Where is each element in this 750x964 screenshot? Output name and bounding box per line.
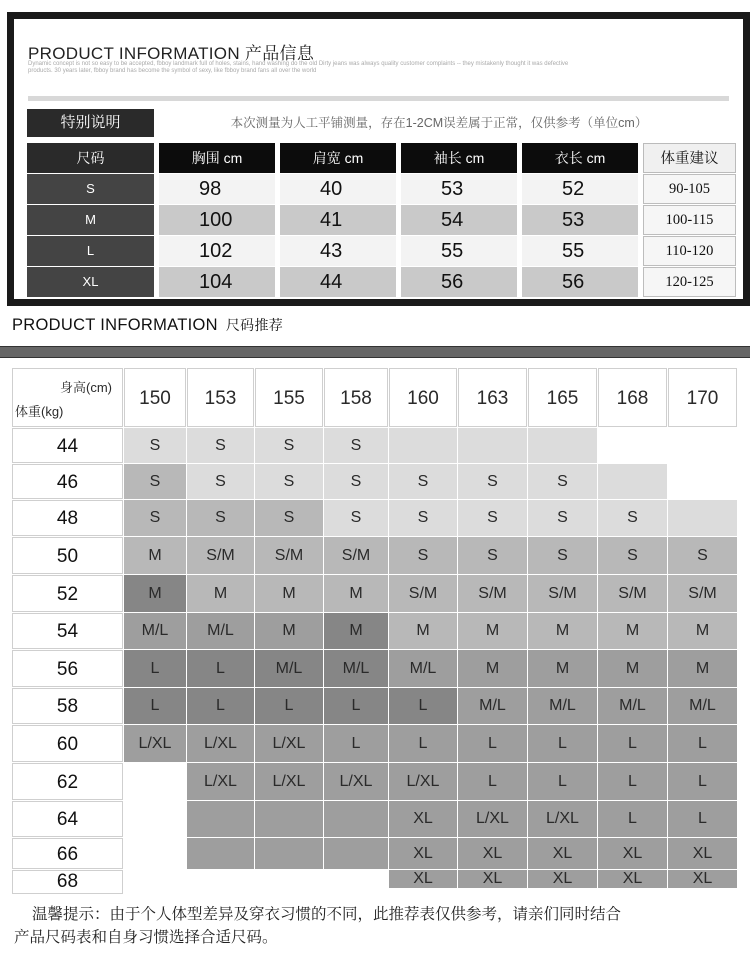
size-cell: M/L <box>255 650 323 687</box>
special-note-text: 本次测量为人工平铺测量，存在1-2CM误差属于正常，仅供参考（单位cm） <box>230 116 648 130</box>
size-cell <box>124 763 186 800</box>
size-cell: S <box>528 464 597 499</box>
size-cell: S <box>255 428 323 463</box>
weight-header: 60 <box>12 725 123 762</box>
size-cell <box>668 464 737 499</box>
size-cell: L <box>389 725 457 762</box>
weight-value: 110-120 <box>643 236 736 266</box>
length-value: 55 <box>522 236 638 266</box>
size-cell: S/M <box>458 575 527 612</box>
size-cell <box>187 838 254 869</box>
size-cell: M <box>528 613 597 649</box>
size-cell: L <box>187 650 254 687</box>
length-value: 56 <box>522 267 638 297</box>
size-cell: XL <box>458 838 527 869</box>
sleeve-value: 55 <box>401 236 517 266</box>
size-cell: M <box>324 575 388 612</box>
size-cell: S <box>324 464 388 499</box>
weight-header: 62 <box>12 763 123 800</box>
size-cell: M <box>598 613 667 649</box>
size-cell: L/XL <box>528 801 597 837</box>
weight-header: 52 <box>12 575 123 612</box>
product-info-title: PRODUCT INFORMATION 产品信息 <box>28 44 315 63</box>
size-cell <box>255 801 323 837</box>
size-cell: M/L <box>458 688 527 724</box>
size-cell: S <box>389 500 457 536</box>
size-cell: XL <box>668 870 737 888</box>
size-cell: L <box>458 763 527 800</box>
size-cell: L/XL <box>389 763 457 800</box>
size-cell: L <box>528 763 597 800</box>
size-cell: S <box>255 464 323 499</box>
size-label: L <box>27 236 154 266</box>
size-cell <box>458 428 527 463</box>
header-shoulder: 肩宽 cm <box>280 143 396 173</box>
size-cell: L <box>668 801 737 837</box>
size-cell: S/M <box>389 575 457 612</box>
size-cell <box>255 838 323 869</box>
size-cell <box>598 428 667 463</box>
size-cell: S/M <box>187 537 254 574</box>
product-info-panel <box>7 12 750 306</box>
size-cell: M/L <box>324 650 388 687</box>
sleeve-value: 56 <box>401 267 517 297</box>
weight-header: 66 <box>12 838 123 869</box>
chest-value: 104 <box>159 267 275 297</box>
height-header: 165 <box>528 368 597 427</box>
size-cell: S <box>458 537 527 574</box>
size-cell: M <box>668 613 737 649</box>
size-cell: L/XL <box>187 725 254 762</box>
size-cell: XL <box>528 838 597 869</box>
size-cell <box>324 838 388 869</box>
height-header: 153 <box>187 368 254 427</box>
shoulder-value: 41 <box>280 205 396 235</box>
size-cell <box>389 428 457 463</box>
header-chest: 胸围 cm <box>159 143 275 173</box>
height-header: 158 <box>324 368 388 427</box>
size-cell: XL <box>389 801 457 837</box>
weight-value: 100-115 <box>643 205 736 235</box>
size-cell: S <box>668 537 737 574</box>
header-sleeve: 袖长 cm <box>401 143 517 173</box>
size-cell: S/M <box>598 575 667 612</box>
size-label: XL <box>27 267 154 297</box>
shoulder-value: 40 <box>280 174 396 204</box>
header-size: 尺码 <box>27 143 154 173</box>
weight-header: 48 <box>12 500 123 536</box>
heading-en: PRODUCT INFORMATION <box>12 316 218 334</box>
size-cell: L <box>528 725 597 762</box>
weight-header: 64 <box>12 801 123 837</box>
weight-header: 68 <box>12 870 123 894</box>
size-cell: M <box>668 650 737 687</box>
size-cell: M/L <box>528 688 597 724</box>
weight-header: 58 <box>12 688 123 724</box>
size-cell: L <box>124 650 186 687</box>
size-cell: L <box>458 725 527 762</box>
size-cell: L <box>598 763 667 800</box>
chest-value: 98 <box>159 174 275 204</box>
size-cell: M <box>255 613 323 649</box>
size-cell: S <box>528 537 597 574</box>
size-cell: L <box>389 688 457 724</box>
size-cell: S/M <box>668 575 737 612</box>
size-cell: S <box>389 464 457 499</box>
size-recommend-heading <box>12 315 283 335</box>
size-cell <box>187 801 254 837</box>
length-value: 53 <box>522 205 638 235</box>
size-cell: S <box>187 464 254 499</box>
product-info-blurb: Dynamic concept is not so easy to be accepted, fbboy landmark full of holes, stains, hand washing do the old Dirty jeans was always quality customer complaints -- they mistakenly thought it was defective products. 30 years later, fbboy brand has become the symbol of sexy, like fbboy brand fans all over the world <box>28 61 569 74</box>
height-header: 168 <box>598 368 667 427</box>
special-note-label: 特别说明 <box>27 109 154 137</box>
size-cell: M <box>389 613 457 649</box>
divider <box>28 96 729 101</box>
size-cell: L/XL <box>255 763 323 800</box>
chest-value: 100 <box>159 205 275 235</box>
weight-header: 56 <box>12 650 123 687</box>
weight-header: 44 <box>12 428 123 463</box>
height-axis-label: 身高(cm) <box>60 380 112 395</box>
size-cell: L/XL <box>458 801 527 837</box>
size-cell: L <box>187 688 254 724</box>
size-cell: S <box>458 464 527 499</box>
size-cell: S/M <box>255 537 323 574</box>
sleeve-value: 54 <box>401 205 517 235</box>
size-cell: L/XL <box>124 725 186 762</box>
size-cell: S <box>598 500 667 536</box>
size-cell <box>124 801 186 837</box>
size-cell: M/L <box>668 688 737 724</box>
weight-axis-label: 体重(kg) <box>15 404 64 419</box>
length-value: 52 <box>522 174 638 204</box>
size-cell: M/L <box>187 613 254 649</box>
size-cell: L <box>324 725 388 762</box>
size-cell: L <box>598 801 667 837</box>
size-cell: M <box>124 537 186 574</box>
height-header: 155 <box>255 368 323 427</box>
size-cell: S <box>124 500 186 536</box>
size-cell: M <box>124 575 186 612</box>
size-cell: XL <box>389 870 457 888</box>
sleeve-value: 53 <box>401 174 517 204</box>
size-cell: L <box>668 763 737 800</box>
divider-bar <box>0 346 750 358</box>
size-cell: M/L <box>598 688 667 724</box>
size-cell: M/L <box>389 650 457 687</box>
size-cell: L <box>255 688 323 724</box>
height-header: 163 <box>458 368 527 427</box>
size-cell: M <box>528 650 597 687</box>
size-cell <box>668 428 737 463</box>
height-header: 170 <box>668 368 737 427</box>
size-cell: S <box>598 537 667 574</box>
size-cell: L/XL <box>324 763 388 800</box>
size-cell <box>598 464 667 499</box>
weight-value: 90-105 <box>643 174 736 204</box>
size-cell: S <box>528 500 597 536</box>
heading-cn: 尺码推荐 <box>225 317 284 333</box>
size-cell <box>124 838 186 869</box>
corner-header <box>12 368 123 427</box>
size-cell: L <box>668 725 737 762</box>
size-cell: L <box>598 725 667 762</box>
size-cell: L/XL <box>187 763 254 800</box>
size-cell: XL <box>528 870 597 888</box>
tip-line: 产品尺码表和自身习惯选择合适尺码。 <box>14 929 278 946</box>
size-label: M <box>27 205 154 235</box>
size-cell: M <box>458 613 527 649</box>
size-cell: M <box>187 575 254 612</box>
size-label: S <box>27 174 154 204</box>
size-recommend-grid <box>12 368 738 900</box>
size-cell: XL <box>668 838 737 869</box>
size-cell: S <box>324 428 388 463</box>
height-header: 160 <box>389 368 457 427</box>
size-cell: S <box>187 428 254 463</box>
chest-value: 102 <box>159 236 275 266</box>
size-cell: M <box>324 613 388 649</box>
shoulder-value: 44 <box>280 267 396 297</box>
header-weight: 体重建议 <box>643 143 736 173</box>
size-cell: M <box>458 650 527 687</box>
size-cell: L/XL <box>255 725 323 762</box>
weight-value: 120-125 <box>643 267 736 297</box>
size-cell: L <box>324 688 388 724</box>
size-cell: S <box>458 500 527 536</box>
size-cell: M/L <box>124 613 186 649</box>
size-cell: S <box>389 537 457 574</box>
size-cell: M <box>598 650 667 687</box>
tip-text <box>14 903 739 949</box>
shoulder-value: 43 <box>280 236 396 266</box>
size-cell: XL <box>598 838 667 869</box>
size-cell: S <box>255 500 323 536</box>
size-cell: S/M <box>324 537 388 574</box>
size-cell: L <box>124 688 186 724</box>
size-cell: S <box>187 500 254 536</box>
size-cell: S/M <box>528 575 597 612</box>
size-cell: S <box>324 500 388 536</box>
weight-header: 46 <box>12 464 123 499</box>
size-cell: S <box>124 428 186 463</box>
size-cell: M <box>255 575 323 612</box>
height-header: 150 <box>124 368 186 427</box>
size-cell <box>528 428 597 463</box>
size-cell <box>324 801 388 837</box>
size-cell: S <box>124 464 186 499</box>
size-cell: XL <box>389 838 457 869</box>
weight-header: 54 <box>12 613 123 649</box>
size-cell <box>668 500 737 536</box>
tip-line: 温馨提示：由于个人体型差异及穿衣习惯的不同，此推荐表仅供参考，请亲们同时结合 <box>32 906 622 923</box>
size-cell: XL <box>458 870 527 888</box>
size-cell: XL <box>598 870 667 888</box>
weight-header: 50 <box>12 537 123 574</box>
header-length: 衣长 cm <box>522 143 638 173</box>
